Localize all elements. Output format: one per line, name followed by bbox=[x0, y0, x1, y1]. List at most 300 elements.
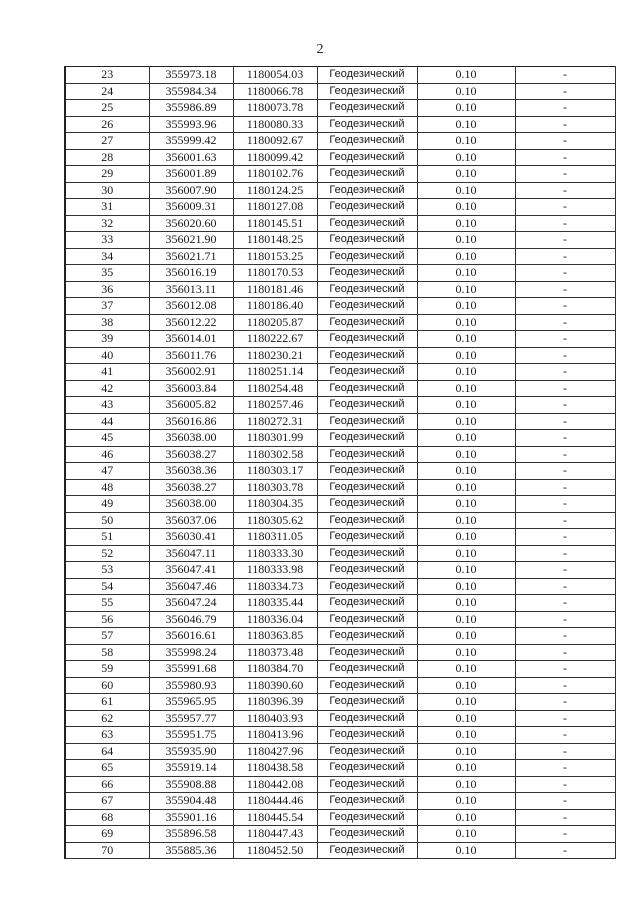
accuracy-cell: 0.10 bbox=[417, 595, 515, 612]
method-cell: Геодезический bbox=[317, 529, 417, 546]
y-coordinate-cell: 1180452.50 bbox=[233, 842, 317, 859]
method-cell: Геодезический bbox=[317, 314, 417, 331]
point-number-cell: 49 bbox=[65, 496, 149, 513]
y-coordinate-cell: 1180447.43 bbox=[233, 826, 317, 843]
accuracy-cell: 0.10 bbox=[417, 67, 515, 84]
accuracy-cell: 0.10 bbox=[417, 512, 515, 529]
method-cell: Геодезический bbox=[317, 826, 417, 843]
table-row bbox=[65, 842, 615, 859]
table-row bbox=[65, 149, 615, 166]
method-cell: Геодезический bbox=[317, 842, 417, 859]
description-cell: - bbox=[515, 512, 615, 529]
point-number-cell: 46 bbox=[65, 446, 149, 463]
accuracy-cell: 0.10 bbox=[417, 232, 515, 249]
accuracy-cell: 0.10 bbox=[417, 199, 515, 216]
point-number-cell: 60 bbox=[65, 677, 149, 694]
y-coordinate-cell: 1180305.62 bbox=[233, 512, 317, 529]
description-cell: - bbox=[515, 331, 615, 348]
description-cell: - bbox=[515, 182, 615, 199]
y-coordinate-cell: 1180066.78 bbox=[233, 83, 317, 100]
table-row bbox=[65, 463, 615, 480]
x-coordinate-cell: 356005.82 bbox=[149, 397, 233, 414]
method-cell: Геодезический bbox=[317, 760, 417, 777]
y-coordinate-cell: 1180335.44 bbox=[233, 595, 317, 612]
x-coordinate-cell: 355999.42 bbox=[149, 133, 233, 150]
method-cell: Геодезический bbox=[317, 776, 417, 793]
accuracy-cell: 0.10 bbox=[417, 281, 515, 298]
accuracy-cell: 0.10 bbox=[417, 479, 515, 496]
accuracy-cell: 0.10 bbox=[417, 529, 515, 546]
point-number-cell: 23 bbox=[65, 67, 149, 84]
table-row bbox=[65, 446, 615, 463]
accuracy-cell: 0.10 bbox=[417, 331, 515, 348]
table-row bbox=[65, 727, 615, 744]
table-row bbox=[65, 479, 615, 496]
description-cell: - bbox=[515, 430, 615, 447]
method-cell: Геодезический bbox=[317, 595, 417, 612]
method-cell: Геодезический bbox=[317, 661, 417, 678]
point-number-cell: 48 bbox=[65, 479, 149, 496]
point-number-cell: 25 bbox=[65, 100, 149, 117]
table-row bbox=[65, 265, 615, 282]
description-cell: - bbox=[515, 545, 615, 562]
method-cell: Геодезический bbox=[317, 694, 417, 711]
y-coordinate-cell: 1180099.42 bbox=[233, 149, 317, 166]
description-cell: - bbox=[515, 248, 615, 265]
accuracy-cell: 0.10 bbox=[417, 496, 515, 513]
point-number-cell: 57 bbox=[65, 628, 149, 645]
x-coordinate-cell: 355951.75 bbox=[149, 727, 233, 744]
description-cell: - bbox=[515, 776, 615, 793]
point-number-cell: 56 bbox=[65, 611, 149, 628]
accuracy-cell: 0.10 bbox=[417, 760, 515, 777]
method-cell: Геодезический bbox=[317, 331, 417, 348]
table-row bbox=[65, 512, 615, 529]
table-row bbox=[65, 397, 615, 414]
description-cell: - bbox=[515, 380, 615, 397]
x-coordinate-cell: 355896.58 bbox=[149, 826, 233, 843]
accuracy-cell: 0.10 bbox=[417, 182, 515, 199]
accuracy-cell: 0.10 bbox=[417, 100, 515, 117]
y-coordinate-cell: 1180073.78 bbox=[233, 100, 317, 117]
method-cell: Геодезический bbox=[317, 133, 417, 150]
description-cell: - bbox=[515, 133, 615, 150]
method-cell: Геодезический bbox=[317, 281, 417, 298]
x-coordinate-cell: 356003.84 bbox=[149, 380, 233, 397]
y-coordinate-cell: 1180334.73 bbox=[233, 578, 317, 595]
accuracy-cell: 0.10 bbox=[417, 545, 515, 562]
accuracy-cell: 0.10 bbox=[417, 694, 515, 711]
table-row bbox=[65, 314, 615, 331]
description-cell: - bbox=[515, 265, 615, 282]
method-cell: Геодезический bbox=[317, 545, 417, 562]
x-coordinate-cell: 356038.00 bbox=[149, 496, 233, 513]
accuracy-cell: 0.10 bbox=[417, 710, 515, 727]
table-row bbox=[65, 776, 615, 793]
point-number-cell: 30 bbox=[65, 182, 149, 199]
y-coordinate-cell: 1180257.46 bbox=[233, 397, 317, 414]
y-coordinate-cell: 1180373.48 bbox=[233, 644, 317, 661]
description-cell: - bbox=[515, 67, 615, 84]
x-coordinate-cell: 356047.46 bbox=[149, 578, 233, 595]
description-cell: - bbox=[515, 479, 615, 496]
description-cell: - bbox=[515, 562, 615, 579]
y-coordinate-cell: 1180222.67 bbox=[233, 331, 317, 348]
accuracy-cell: 0.10 bbox=[417, 298, 515, 315]
x-coordinate-cell: 356030.41 bbox=[149, 529, 233, 546]
page-number: 2 bbox=[316, 42, 324, 57]
method-cell: Геодезический bbox=[317, 611, 417, 628]
y-coordinate-cell: 1180092.67 bbox=[233, 133, 317, 150]
y-coordinate-cell: 1180301.99 bbox=[233, 430, 317, 447]
accuracy-cell: 0.10 bbox=[417, 809, 515, 826]
y-coordinate-cell: 1180205.87 bbox=[233, 314, 317, 331]
method-cell: Геодезический bbox=[317, 809, 417, 826]
table-row bbox=[65, 116, 615, 133]
table-row bbox=[65, 710, 615, 727]
description-cell: - bbox=[515, 793, 615, 810]
description-cell: - bbox=[515, 347, 615, 364]
y-coordinate-cell: 1180384.70 bbox=[233, 661, 317, 678]
method-cell: Геодезический bbox=[317, 628, 417, 645]
y-coordinate-cell: 1180148.25 bbox=[233, 232, 317, 249]
point-number-cell: 58 bbox=[65, 644, 149, 661]
point-number-cell: 32 bbox=[65, 215, 149, 232]
table-row bbox=[65, 496, 615, 513]
point-number-cell: 69 bbox=[65, 826, 149, 843]
point-number-cell: 24 bbox=[65, 83, 149, 100]
description-cell: - bbox=[515, 694, 615, 711]
table-row bbox=[65, 199, 615, 216]
table-row bbox=[65, 743, 615, 760]
accuracy-cell: 0.10 bbox=[417, 116, 515, 133]
table-row bbox=[65, 133, 615, 150]
point-number-cell: 27 bbox=[65, 133, 149, 150]
y-coordinate-cell: 1180390.60 bbox=[233, 677, 317, 694]
y-coordinate-cell: 1180254.48 bbox=[233, 380, 317, 397]
method-cell: Геодезический bbox=[317, 199, 417, 216]
y-coordinate-cell: 1180413.96 bbox=[233, 727, 317, 744]
x-coordinate-cell: 356047.24 bbox=[149, 595, 233, 612]
coordinates-table-body bbox=[65, 67, 615, 859]
table-row bbox=[65, 809, 615, 826]
table-row bbox=[65, 67, 615, 84]
description-cell: - bbox=[515, 760, 615, 777]
x-coordinate-cell: 356038.36 bbox=[149, 463, 233, 480]
accuracy-cell: 0.10 bbox=[417, 364, 515, 381]
point-number-cell: 67 bbox=[65, 793, 149, 810]
table-row bbox=[65, 364, 615, 381]
point-number-cell: 36 bbox=[65, 281, 149, 298]
table-row bbox=[65, 430, 615, 447]
coordinates-table bbox=[64, 66, 616, 859]
x-coordinate-cell: 356012.22 bbox=[149, 314, 233, 331]
table-row bbox=[65, 562, 615, 579]
description-cell: - bbox=[515, 644, 615, 661]
x-coordinate-cell: 355984.34 bbox=[149, 83, 233, 100]
point-number-cell: 41 bbox=[65, 364, 149, 381]
method-cell: Геодезический bbox=[317, 67, 417, 84]
y-coordinate-cell: 1180303.17 bbox=[233, 463, 317, 480]
accuracy-cell: 0.10 bbox=[417, 776, 515, 793]
description-cell: - bbox=[515, 215, 615, 232]
x-coordinate-cell: 356038.00 bbox=[149, 430, 233, 447]
accuracy-cell: 0.10 bbox=[417, 215, 515, 232]
description-cell: - bbox=[515, 116, 615, 133]
table-row bbox=[65, 232, 615, 249]
y-coordinate-cell: 1180230.21 bbox=[233, 347, 317, 364]
y-coordinate-cell: 1180438.58 bbox=[233, 760, 317, 777]
x-coordinate-cell: 355965.95 bbox=[149, 694, 233, 711]
method-cell: Геодезический bbox=[317, 562, 417, 579]
y-coordinate-cell: 1180363.85 bbox=[233, 628, 317, 645]
accuracy-cell: 0.10 bbox=[417, 611, 515, 628]
accuracy-cell: 0.10 bbox=[417, 166, 515, 183]
accuracy-cell: 0.10 bbox=[417, 578, 515, 595]
x-coordinate-cell: 356011.76 bbox=[149, 347, 233, 364]
accuracy-cell: 0.10 bbox=[417, 248, 515, 265]
table-row bbox=[65, 166, 615, 183]
y-coordinate-cell: 1180272.31 bbox=[233, 413, 317, 430]
x-coordinate-cell: 356047.41 bbox=[149, 562, 233, 579]
x-coordinate-cell: 356021.90 bbox=[149, 232, 233, 249]
table-row bbox=[65, 215, 615, 232]
y-coordinate-cell: 1180102.76 bbox=[233, 166, 317, 183]
y-coordinate-cell: 1180304.35 bbox=[233, 496, 317, 513]
description-cell: - bbox=[515, 677, 615, 694]
table-row bbox=[65, 793, 615, 810]
description-cell: - bbox=[515, 413, 615, 430]
y-coordinate-cell: 1180336.04 bbox=[233, 611, 317, 628]
method-cell: Геодезический bbox=[317, 347, 417, 364]
accuracy-cell: 0.10 bbox=[417, 149, 515, 166]
x-coordinate-cell: 356013.11 bbox=[149, 281, 233, 298]
description-cell: - bbox=[515, 529, 615, 546]
description-cell: - bbox=[515, 578, 615, 595]
description-cell: - bbox=[515, 199, 615, 216]
y-coordinate-cell: 1180333.98 bbox=[233, 562, 317, 579]
x-coordinate-cell: 356002.91 bbox=[149, 364, 233, 381]
x-coordinate-cell: 356001.63 bbox=[149, 149, 233, 166]
point-number-cell: 66 bbox=[65, 776, 149, 793]
method-cell: Геодезический bbox=[317, 710, 417, 727]
y-coordinate-cell: 1180303.78 bbox=[233, 479, 317, 496]
table-row bbox=[65, 661, 615, 678]
x-coordinate-cell: 356016.61 bbox=[149, 628, 233, 645]
table-row bbox=[65, 248, 615, 265]
point-number-cell: 54 bbox=[65, 578, 149, 595]
point-number-cell: 53 bbox=[65, 562, 149, 579]
description-cell: - bbox=[515, 364, 615, 381]
method-cell: Геодезический bbox=[317, 512, 417, 529]
x-coordinate-cell: 356016.86 bbox=[149, 413, 233, 430]
table-row bbox=[65, 760, 615, 777]
method-cell: Геодезический bbox=[317, 100, 417, 117]
point-number-cell: 64 bbox=[65, 743, 149, 760]
method-cell: Геодезический bbox=[317, 446, 417, 463]
accuracy-cell: 0.10 bbox=[417, 562, 515, 579]
method-cell: Геодезический bbox=[317, 298, 417, 315]
y-coordinate-cell: 1180442.08 bbox=[233, 776, 317, 793]
description-cell: - bbox=[515, 842, 615, 859]
description-cell: - bbox=[515, 149, 615, 166]
description-cell: - bbox=[515, 710, 615, 727]
description-cell: - bbox=[515, 314, 615, 331]
x-coordinate-cell: 355986.89 bbox=[149, 100, 233, 117]
description-cell: - bbox=[515, 743, 615, 760]
x-coordinate-cell: 356007.90 bbox=[149, 182, 233, 199]
description-cell: - bbox=[515, 628, 615, 645]
description-cell: - bbox=[515, 496, 615, 513]
accuracy-cell: 0.10 bbox=[417, 661, 515, 678]
x-coordinate-cell: 356012.08 bbox=[149, 298, 233, 315]
x-coordinate-cell: 355901.16 bbox=[149, 809, 233, 826]
accuracy-cell: 0.10 bbox=[417, 83, 515, 100]
point-number-cell: 43 bbox=[65, 397, 149, 414]
method-cell: Геодезический bbox=[317, 397, 417, 414]
table-row bbox=[65, 611, 615, 628]
point-number-cell: 44 bbox=[65, 413, 149, 430]
point-number-cell: 65 bbox=[65, 760, 149, 777]
y-coordinate-cell: 1180311.05 bbox=[233, 529, 317, 546]
description-cell: - bbox=[515, 281, 615, 298]
x-coordinate-cell: 356038.27 bbox=[149, 446, 233, 463]
x-coordinate-cell: 355904.48 bbox=[149, 793, 233, 810]
y-coordinate-cell: 1180251.14 bbox=[233, 364, 317, 381]
y-coordinate-cell: 1180153.25 bbox=[233, 248, 317, 265]
table-row bbox=[65, 545, 615, 562]
method-cell: Геодезический bbox=[317, 182, 417, 199]
method-cell: Геодезический bbox=[317, 116, 417, 133]
y-coordinate-cell: 1180124.25 bbox=[233, 182, 317, 199]
method-cell: Геодезический bbox=[317, 265, 417, 282]
point-number-cell: 34 bbox=[65, 248, 149, 265]
table-row bbox=[65, 677, 615, 694]
method-cell: Геодезический bbox=[317, 149, 417, 166]
description-cell: - bbox=[515, 232, 615, 249]
x-coordinate-cell: 356038.27 bbox=[149, 479, 233, 496]
y-coordinate-cell: 1180181.46 bbox=[233, 281, 317, 298]
table-row bbox=[65, 578, 615, 595]
point-number-cell: 39 bbox=[65, 331, 149, 348]
x-coordinate-cell: 356037.06 bbox=[149, 512, 233, 529]
y-coordinate-cell: 1180396.39 bbox=[233, 694, 317, 711]
x-coordinate-cell: 355935.90 bbox=[149, 743, 233, 760]
method-cell: Геодезический bbox=[317, 727, 417, 744]
accuracy-cell: 0.10 bbox=[417, 793, 515, 810]
description-cell: - bbox=[515, 100, 615, 117]
x-coordinate-cell: 355991.68 bbox=[149, 661, 233, 678]
method-cell: Геодезический bbox=[317, 166, 417, 183]
point-number-cell: 35 bbox=[65, 265, 149, 282]
method-cell: Геодезический bbox=[317, 644, 417, 661]
method-cell: Геодезический bbox=[317, 479, 417, 496]
method-cell: Геодезический bbox=[317, 248, 417, 265]
point-number-cell: 33 bbox=[65, 232, 149, 249]
description-cell: - bbox=[515, 463, 615, 480]
y-coordinate-cell: 1180127.08 bbox=[233, 199, 317, 216]
point-number-cell: 52 bbox=[65, 545, 149, 562]
description-cell: - bbox=[515, 595, 615, 612]
accuracy-cell: 0.10 bbox=[417, 727, 515, 744]
accuracy-cell: 0.10 bbox=[417, 397, 515, 414]
point-number-cell: 31 bbox=[65, 199, 149, 216]
method-cell: Геодезический bbox=[317, 463, 417, 480]
description-cell: - bbox=[515, 83, 615, 100]
y-coordinate-cell: 1180054.03 bbox=[233, 67, 317, 84]
y-coordinate-cell: 1180145.51 bbox=[233, 215, 317, 232]
point-number-cell: 62 bbox=[65, 710, 149, 727]
table-row bbox=[65, 347, 615, 364]
table-row bbox=[65, 380, 615, 397]
x-coordinate-cell: 355998.24 bbox=[149, 644, 233, 661]
y-coordinate-cell: 1180302.58 bbox=[233, 446, 317, 463]
x-coordinate-cell: 355885.36 bbox=[149, 842, 233, 859]
method-cell: Геодезический bbox=[317, 496, 417, 513]
table-row bbox=[65, 100, 615, 117]
x-coordinate-cell: 356001.89 bbox=[149, 166, 233, 183]
x-coordinate-cell: 356009.31 bbox=[149, 199, 233, 216]
x-coordinate-cell: 356016.19 bbox=[149, 265, 233, 282]
y-coordinate-cell: 1180403.93 bbox=[233, 710, 317, 727]
x-coordinate-cell: 355957.77 bbox=[149, 710, 233, 727]
description-cell: - bbox=[515, 397, 615, 414]
method-cell: Геодезический bbox=[317, 743, 417, 760]
accuracy-cell: 0.10 bbox=[417, 380, 515, 397]
accuracy-cell: 0.10 bbox=[417, 413, 515, 430]
table-row bbox=[65, 298, 615, 315]
description-cell: - bbox=[515, 661, 615, 678]
x-coordinate-cell: 356014.01 bbox=[149, 331, 233, 348]
x-coordinate-cell: 355973.18 bbox=[149, 67, 233, 84]
method-cell: Геодезический bbox=[317, 232, 417, 249]
point-number-cell: 45 bbox=[65, 430, 149, 447]
table-row bbox=[65, 182, 615, 199]
point-number-cell: 51 bbox=[65, 529, 149, 546]
point-number-cell: 40 bbox=[65, 347, 149, 364]
accuracy-cell: 0.10 bbox=[417, 446, 515, 463]
accuracy-cell: 0.10 bbox=[417, 677, 515, 694]
table-row bbox=[65, 595, 615, 612]
table-row bbox=[65, 628, 615, 645]
accuracy-cell: 0.10 bbox=[417, 842, 515, 859]
x-coordinate-cell: 356046.79 bbox=[149, 611, 233, 628]
method-cell: Геодезический bbox=[317, 413, 417, 430]
accuracy-cell: 0.10 bbox=[417, 644, 515, 661]
point-number-cell: 61 bbox=[65, 694, 149, 711]
point-number-cell: 55 bbox=[65, 595, 149, 612]
description-cell: - bbox=[515, 446, 615, 463]
point-number-cell: 29 bbox=[65, 166, 149, 183]
y-coordinate-cell: 1180333.30 bbox=[233, 545, 317, 562]
description-cell: - bbox=[515, 298, 615, 315]
accuracy-cell: 0.10 bbox=[417, 347, 515, 364]
method-cell: Геодезический bbox=[317, 83, 417, 100]
x-coordinate-cell: 355908.88 bbox=[149, 776, 233, 793]
accuracy-cell: 0.10 bbox=[417, 463, 515, 480]
y-coordinate-cell: 1180427.96 bbox=[233, 743, 317, 760]
description-cell: - bbox=[515, 611, 615, 628]
table-row bbox=[65, 694, 615, 711]
x-coordinate-cell: 355980.93 bbox=[149, 677, 233, 694]
y-coordinate-cell: 1180186.40 bbox=[233, 298, 317, 315]
x-coordinate-cell: 356020.60 bbox=[149, 215, 233, 232]
x-coordinate-cell: 355919.14 bbox=[149, 760, 233, 777]
method-cell: Геодезический bbox=[317, 215, 417, 232]
table-row bbox=[65, 529, 615, 546]
y-coordinate-cell: 1180445.54 bbox=[233, 809, 317, 826]
x-coordinate-cell: 356021.71 bbox=[149, 248, 233, 265]
